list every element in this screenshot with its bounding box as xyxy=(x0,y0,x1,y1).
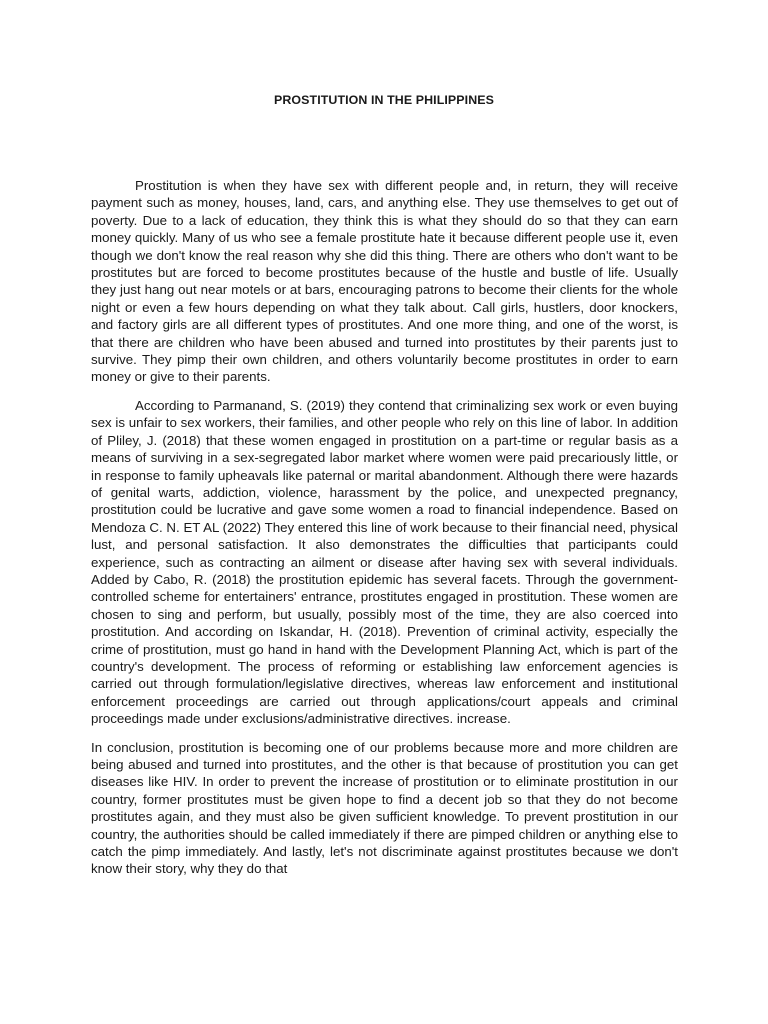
document-title: PROSTITUTION IN THE PHILIPPINES xyxy=(274,93,494,107)
paragraph-introduction: Prostitution is when they have sex with different people and, in return, they will receive payment such as money, houses, land, cars, and anything else. They use themselves to get out of poverty. Due to a lack of education, they think this is what they should do so that they can earn money quickly. Many of us who see a female prostitute hate it because different people use it, even though we don't know the real reason why she did this thing. There are others who don't want to be prostitutes but are forced to become prostitutes because of the hustle and bustle of life. Usually they just hang out near motels or at bars, encouraging patrons to become their clients for the whole night or even a few hours depending on what they talk about. Call girls, hustlers, door knockers, and factory girls are all different types of prostitutes. And one more thing, and one of the worst, is that there are children who have been abused and turned into prostitutes by their parents just to survive. They pimp their own children, and others voluntarily become prostitutes in order to earn money or give to their parents. xyxy=(91,178,678,385)
paragraph-literature: According to Parmanand, S. (2019) they contend that criminalizing sex work or even buying sex is unfair to sex workers, their families, and other people who rely on this line of labor. In addition of Pliley, J. (2018) that these women engaged in prostitution on a part-time or regular basis as a means of surviving in a sex-segregated labor market where women were paid precariously little, or in response to family upheavals like paternal or marital abandonment. Although there were hazards of genital warts, addiction, violence, harassment by the police, and unexpected pregnancy, prostitution could be lucrative and gave some women a road to financial independence. Based on Mendoza C. N. ET AL (2022) They entered this line of work because to their financial need, physical lust, and personal satisfaction. It also demonstrates the difficulties that participants could experience, such as contracting an ailment or disease after having sex with several individuals. Added by Cabo, R. (2018) the prostitution epidemic has several facets. Through the government-controlled scheme for entertainers' entrance, prostitutes engaged in prostitution. These women are chosen to sing and perform, but usually, possibly most of the time, they are also coerced into prostitution. And according on Iskandar, H. (2018). Prevention of criminal activity, especially the crime of prostitution, must go hand in hand with the Development Planning Act, which is part of the country's development. The process of reforming or establishing law enforcement agencies is carried out through formulation/legislative directives, whereas law enforcement and institutional enforcement proceedings are carried out through applications/court appeals and criminal proceedings made under exclusions/administrative directives. increase. xyxy=(91,397,678,727)
document-body xyxy=(91,177,678,889)
paragraph-conclusion: In conclusion, prostitution is becoming one of our problems because more and more children are being abused and turned into prostitutes, and the other is that because of prostitution you can get diseases like HIV. In order to prevent the increase of prostitution or to eliminate prostitution in our country, former prostitutes must be given hope to find a decent job so that they do not become prostitutes again, and they must also be given sufficient knowledge. To prevent prostitution in our country, the authorities should be called immediately if there are pimped children or anything else to catch the pimp immediately. And lastly, let's not discriminate against prostitutes because we don't know their story, why they do that xyxy=(91,739,678,877)
